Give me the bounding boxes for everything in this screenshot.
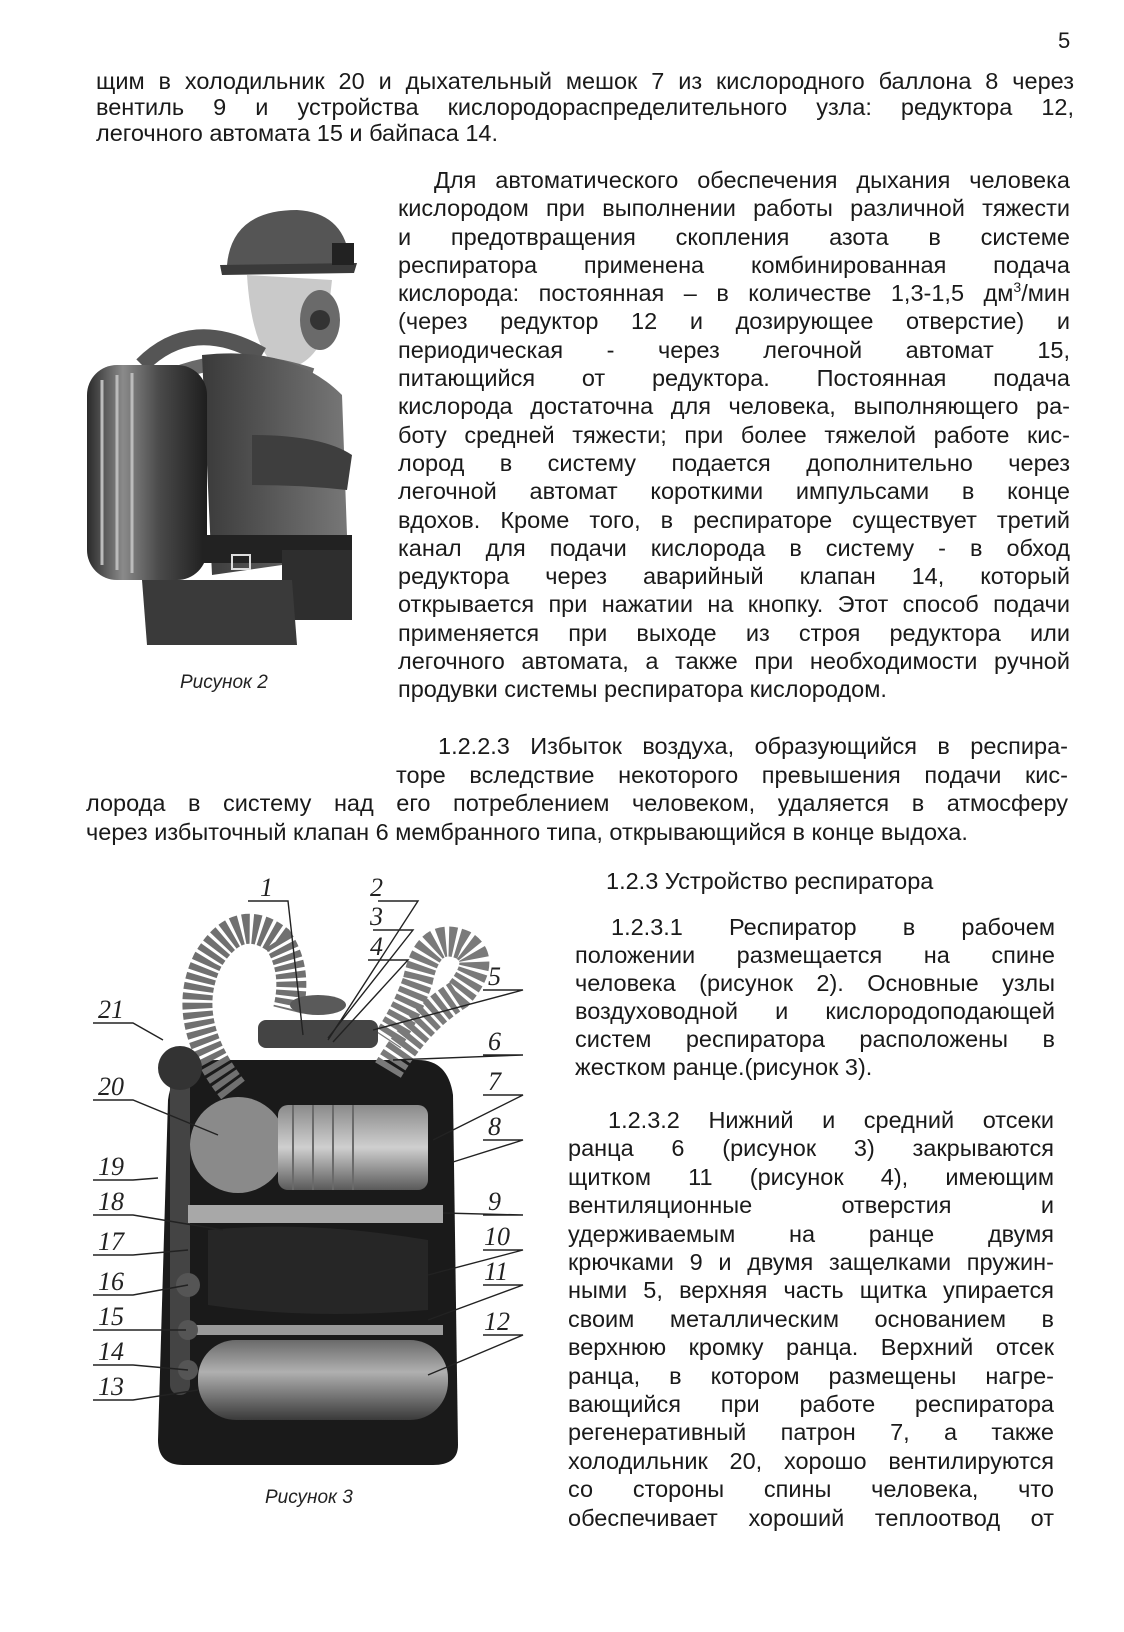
s1231-line: 1.2.3.1 Респиратор в рабочем bbox=[611, 914, 1055, 940]
callout-3: 3 bbox=[370, 902, 383, 931]
supply-line: продувки системы респиратора кислородом. bbox=[398, 676, 887, 703]
section-1232-paragraph bbox=[568, 1106, 1054, 1532]
supply-line-unit bbox=[398, 279, 1070, 307]
supply-line: легочного автомата, а также при необходимости ручной bbox=[398, 648, 1070, 675]
callout-20: 20 bbox=[98, 1072, 124, 1101]
s1232-line: ранца 6 (рисунок 3) закрываются bbox=[568, 1135, 1054, 1162]
s1232-line: верхнюю кромку ранца. Верхний отсек bbox=[568, 1334, 1054, 1361]
callout-1: 1 bbox=[260, 873, 273, 902]
supply-line: легочной автомат короткими импульсами в конце bbox=[398, 478, 1070, 505]
supply-line: боту средней тяжести; при более тяжелой работе кис- bbox=[398, 421, 1070, 448]
s1232-line: своим металлическим основанием в bbox=[568, 1305, 1054, 1332]
callout-5: 5 bbox=[488, 962, 501, 991]
intro-line: легочного автомата 15 и байпаса 14. bbox=[96, 120, 499, 146]
s1231-line: положении размещается на спине bbox=[575, 942, 1055, 968]
supply-line: вдохов. Кроме того, в респираторе существует третий bbox=[398, 506, 1070, 533]
s1232-line: крючками 9 и двумя защелками пружин- bbox=[568, 1249, 1054, 1276]
supply-line-text: кислорода: постоянная – в количестве 1,3-1,5 дм bbox=[398, 280, 1014, 307]
excess-line: 1.2.2.3 Избыток воздуха, образующийся в респира- bbox=[438, 733, 1068, 759]
callout-21: 21 bbox=[98, 995, 124, 1024]
oxygen-supply-paragraph bbox=[398, 166, 1070, 704]
supply-line: кислородом при выполнении работы различной тяжести bbox=[398, 195, 1070, 222]
unit-superscript: 3 bbox=[1013, 279, 1022, 296]
figure-3-caption: Рисунок 3 bbox=[265, 1487, 353, 1508]
callout-18: 18 bbox=[98, 1187, 124, 1216]
s1232-line: щитком 11 (рисунок 4), имеющим bbox=[568, 1163, 1054, 1190]
supply-line: Для автоматического обеспечения дыхания человека bbox=[434, 167, 1070, 193]
excess-line: торе вследствие некоторого превышения подачи кис- bbox=[396, 761, 1068, 788]
callout-11: 11 bbox=[484, 1257, 509, 1286]
excess-air-paragraph bbox=[86, 732, 1068, 846]
supply-line: применяется при выходе из строя редуктора или bbox=[398, 619, 1070, 646]
callout-17: 17 bbox=[98, 1227, 124, 1256]
s1231-line: жестком ранце.(рисунок 3). bbox=[575, 1054, 873, 1080]
s1231-line: воздуховодной и кислородоподающей bbox=[575, 998, 1055, 1024]
excess-line: лорода в систему над его потреблением человеком, удаляется в атмосферу bbox=[86, 790, 1068, 816]
callout-14: 14 bbox=[98, 1337, 124, 1366]
s1232-line: вентиляционные отверстия и bbox=[568, 1192, 1054, 1219]
callout-16: 16 bbox=[98, 1267, 124, 1296]
figure-3-photo bbox=[88, 873, 548, 1470]
supply-line: питающийся от редуктора. Постоянная подача bbox=[398, 365, 1070, 392]
callout-4: 4 bbox=[370, 932, 383, 961]
intro-paragraph bbox=[96, 68, 1074, 146]
callout-15: 15 bbox=[98, 1302, 124, 1331]
callout-10: 10 bbox=[484, 1222, 510, 1251]
callout-12: 12 bbox=[484, 1307, 510, 1336]
intro-line: вентиль 9 и устройства кислородораспределительного узла: редуктора 12, bbox=[96, 94, 1074, 120]
unit-tail: /мин bbox=[1021, 280, 1070, 307]
section-1231-paragraph bbox=[575, 913, 1055, 1081]
supply-line: лород в систему подается дополнительно через bbox=[398, 449, 1070, 476]
supply-line: канал для подачи кислорода в систему - в обход bbox=[398, 534, 1070, 561]
s1232-line: удерживаемым на ранце двумя bbox=[568, 1220, 1054, 1247]
excess-line: через избыточный клапан 6 мембранного типа, открывающийся в конце выдоха. bbox=[86, 818, 968, 845]
intro-line: щим в холодильник 20 и дыхательный мешок 7 из кислородного баллона 8 через bbox=[96, 68, 1074, 94]
s1232-line: ными 5, верхняя часть щитка упирается bbox=[568, 1277, 1054, 1304]
callout-6: 6 bbox=[488, 1027, 501, 1056]
s1232-line: холодильник 20, хорошо вентилируются bbox=[568, 1447, 1054, 1474]
page-number: 5 bbox=[1058, 28, 1071, 53]
s1232-line: со стороны спины человека, что bbox=[568, 1476, 1054, 1503]
callout-8: 8 bbox=[488, 1112, 501, 1141]
s1232-line: 1.2.3.2 Нижний и средний отсеки bbox=[608, 1107, 1054, 1133]
supply-line: открывается при нажатии на кнопку. Этот способ подачи bbox=[398, 591, 1070, 618]
s1232-line: ранца, в котором размещены нагре- bbox=[568, 1362, 1054, 1389]
callout-9: 9 bbox=[488, 1187, 501, 1216]
supply-line: респиратора применена комбинированная подача bbox=[398, 251, 1070, 278]
figure-2-photo bbox=[82, 205, 382, 670]
s1232-line: регенеративный патрон 7, а также bbox=[568, 1419, 1054, 1446]
callout-7: 7 bbox=[488, 1067, 501, 1096]
supply-line: (через редуктор 12 и дозирующее отверстие) и bbox=[398, 308, 1070, 335]
s1231-line: человека (рисунок 2). Основные узлы bbox=[575, 970, 1055, 996]
s1232-line: вающийся при работе респиратора bbox=[568, 1391, 1054, 1418]
section-heading: 1.2.3 Устройство респиратора bbox=[606, 868, 934, 894]
supply-line: периодическая - через легочной автомат 15, bbox=[398, 336, 1070, 363]
supply-line: редуктора через аварийный клапан 14, который bbox=[398, 563, 1070, 590]
callout-2: 2 bbox=[370, 873, 383, 902]
s1231-line: систем респиратора расположены в bbox=[575, 1026, 1055, 1052]
figure-2-caption: Рисунок 2 bbox=[180, 672, 268, 693]
s1232-line: обеспечивает хороший теплоотвод от bbox=[568, 1504, 1054, 1531]
callout-19: 19 bbox=[98, 1152, 124, 1181]
supply-line: и предотвращения скопления азота в системе bbox=[398, 223, 1070, 250]
supply-line: кислорода достаточна для человека, выполняющего ра- bbox=[398, 393, 1070, 420]
callout-13: 13 bbox=[98, 1372, 124, 1401]
